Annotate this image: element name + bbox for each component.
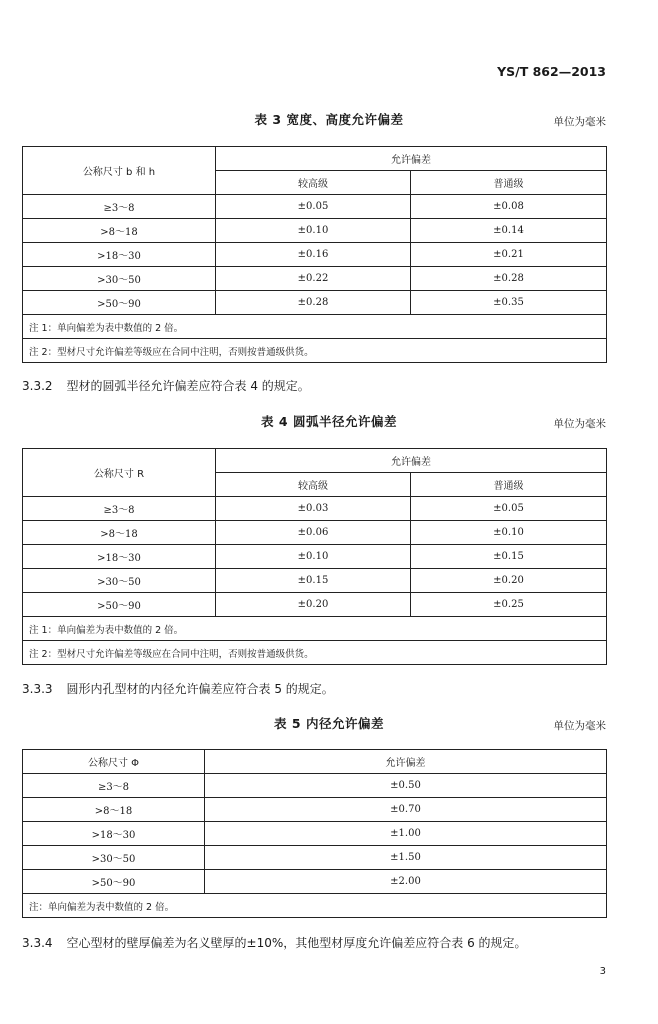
- table-cell: ±0.05: [411, 497, 607, 521]
- table-row: [23, 521, 607, 545]
- table-cell: >18～30: [23, 545, 216, 569]
- table4: [22, 448, 607, 665]
- table4-header-normal: 普通级: [411, 473, 607, 497]
- table-row: [23, 569, 607, 593]
- table-row: [23, 798, 607, 822]
- table-cell: ±0.10: [411, 521, 607, 545]
- paragraph-text: 空心型材的壁厚偏差为名义壁厚的±10%，其他型材厚度允许偏差应符合表 6 的规定。: [66, 936, 527, 950]
- table-cell: ±2.00: [205, 870, 607, 894]
- table3-header-high: 较高级: [216, 171, 411, 195]
- table-cell: ±0.28: [216, 291, 411, 315]
- table4-unit: 单位为毫米: [553, 418, 606, 430]
- table-cell: >30～50: [23, 846, 205, 870]
- paragraph-3-3-4: [22, 934, 527, 951]
- table4-header-high: 较高级: [216, 473, 411, 497]
- table3-note-1: 注 1：单向偏差为表中数值的 2 倍。: [23, 315, 607, 339]
- table-row: [23, 195, 607, 219]
- table-cell: ±0.03: [216, 497, 411, 521]
- table-row: [23, 545, 607, 569]
- page-number: 3: [599, 966, 606, 977]
- table5-header-nominal: 公称尺寸 Φ: [23, 750, 205, 774]
- table-cell: ±0.08: [411, 195, 607, 219]
- table-cell: ±0.21: [411, 243, 607, 267]
- paragraph-number: 3.3.2: [22, 379, 53, 393]
- table-row: [23, 822, 607, 846]
- table4-header-group: 允许偏差: [216, 449, 607, 473]
- table-cell: ±0.22: [216, 267, 411, 291]
- table-cell: ±1.00: [205, 822, 607, 846]
- table-row: [23, 291, 607, 315]
- table-cell: >50～90: [23, 291, 216, 315]
- table-cell: ≥3～8: [23, 774, 205, 798]
- table-cell: ±0.10: [216, 219, 411, 243]
- table-cell: >50～90: [23, 593, 216, 617]
- table-row: [23, 593, 607, 617]
- table-cell: >30～50: [23, 267, 216, 291]
- table-cell: ±0.06: [216, 521, 411, 545]
- paragraph-number: 3.3.4: [22, 936, 53, 950]
- table4-caption: 表 4 圆弧半径允许偏差: [261, 414, 397, 429]
- table5-unit: 单位为毫米: [553, 720, 606, 732]
- table-cell: ≥3～8: [23, 195, 216, 219]
- paragraph-text: 圆形内孔型材的内径允许偏差应符合表 5 的规定。: [66, 682, 334, 696]
- table-cell: >8～18: [23, 798, 205, 822]
- table5-caption: 表 5 内径允许偏差: [274, 716, 384, 731]
- table3-header-nominal: 公称尺寸 b 和 h: [23, 147, 216, 195]
- table-cell: ±0.50: [205, 774, 607, 798]
- table3: [22, 146, 607, 363]
- table-cell: ±0.70: [205, 798, 607, 822]
- table-cell: >18～30: [23, 243, 216, 267]
- table5-header-dev: 允许偏差: [205, 750, 607, 774]
- table-cell: ±0.10: [216, 545, 411, 569]
- table-cell: ≥3～8: [23, 497, 216, 521]
- table-row: [23, 870, 607, 894]
- table-cell: >8～18: [23, 219, 216, 243]
- table-cell: >18～30: [23, 822, 205, 846]
- table-row: [23, 497, 607, 521]
- table-cell: >30～50: [23, 569, 216, 593]
- table5-note: 注：单向偏差为表中数值的 2 倍。: [23, 894, 607, 918]
- table-cell: ±0.20: [411, 569, 607, 593]
- paragraph-number: 3.3.3: [22, 682, 53, 696]
- table-row: [23, 846, 607, 870]
- paragraph-3-3-3: [22, 680, 334, 697]
- table3-header-group: 允许偏差: [216, 147, 607, 171]
- table-cell: ±0.15: [216, 569, 411, 593]
- table-cell: ±0.16: [216, 243, 411, 267]
- paragraph-3-3-2: [22, 377, 310, 394]
- table-cell: ±0.25: [411, 593, 607, 617]
- table-cell: ±0.28: [411, 267, 607, 291]
- table3-header-normal: 普通级: [411, 171, 607, 195]
- paragraph-text: 型材的圆弧半径允许偏差应符合表 4 的规定。: [66, 379, 310, 393]
- table-cell: >50～90: [23, 870, 205, 894]
- table3-note-2: 注 2：型材尺寸允许偏差等级应在合同中注明，否则按普通级供货。: [23, 339, 607, 363]
- table5: [22, 749, 607, 918]
- table-cell: ±0.14: [411, 219, 607, 243]
- table4-note-1: 注 1：单向偏差为表中数值的 2 倍。: [23, 617, 607, 641]
- table-row: [23, 267, 607, 291]
- table-row: [23, 243, 607, 267]
- table4-header-nominal: 公称尺寸 R: [23, 449, 216, 497]
- table-cell: ±0.35: [411, 291, 607, 315]
- table4-note-2: 注 2：型材尺寸允许偏差等级应在合同中注明，否则按普通级供货。: [23, 641, 607, 665]
- table-cell: ±0.20: [216, 593, 411, 617]
- table-row: [23, 774, 607, 798]
- table3-caption: 表 3 宽度、高度允许偏差: [254, 112, 404, 127]
- table-cell: >8～18: [23, 521, 216, 545]
- table-cell: ±1.50: [205, 846, 607, 870]
- table3-unit: 单位为毫米: [553, 116, 606, 128]
- table-cell: ±0.15: [411, 545, 607, 569]
- document-number: YS/T 862—2013: [497, 64, 606, 79]
- table-cell: ±0.05: [216, 195, 411, 219]
- table-row: [23, 219, 607, 243]
